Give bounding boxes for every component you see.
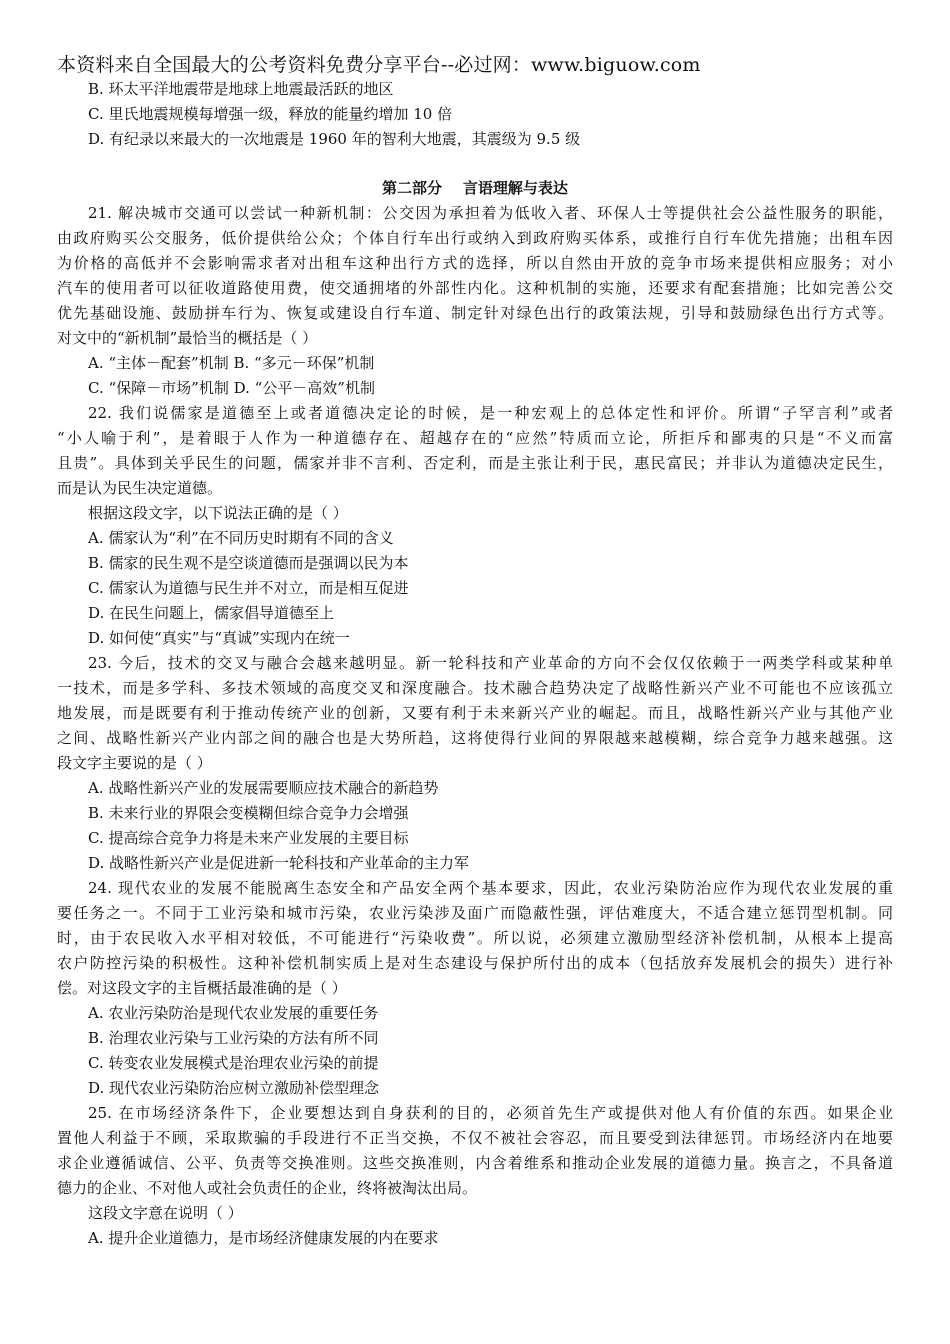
q24-line: 24. 现代农业的发展不能脱离生态安全和产品安全两个基本要求，因此，农业污染防治应作为现代农业发展的重 [88,879,893,897]
q24-question: 偿。对这段文字的主旨概括最准确的是（ ） [57,979,347,997]
q21-line: 汽车的使用者可以征收道路使用费，使交通拥堵的外部性内化。这种机制的实施，还要求有配套措施；比如完善公交 [57,279,893,297]
q21-line: 由政府购买公交服务，低价提供给公众；个体自行车出行或纳入到政府购买体系，或推行自行车优先措施；出租车因 [57,229,893,247]
q23-option-c: C. 提高综合竞争力将是未来产业发展的主要目标 [88,829,409,847]
q21-line: 21. 解决城市交通可以尝试一种新机制：公交因为承担着为低收入者、环保人士等提供社会公益性服务的职能， [88,204,893,222]
q25-question: 这段文字意在说明（ ） [88,1204,243,1222]
q23-line: 一技术，而是多学科、多技术领域的高度交叉和深度融合。技术融合趋势决定了战略性新兴产业不可能也不应该孤立 [57,679,893,697]
q22-option-b: B. 儒家的民生观不是空谈道德而是强调以民为本 [88,554,409,572]
q24-option-d: D. 现代农业污染防治应树立激励补偿型理念 [88,1079,380,1097]
section-title: 第二部分 言语理解与表达 [382,179,568,197]
q23-option-d: D. 战略性新兴产业是促进新一轮科技和产业革命的主力军 [88,854,470,872]
q24-option-a: A. 农业污染防治是现代农业发展的重要任务 [88,1004,379,1022]
q23-option-b: B. 未来行业的界限会变模糊但综合竞争力会增强 [88,804,409,822]
q22-option-a: A. 儒家认为“利”在不同历史时期有不同的含义 [88,529,394,547]
q24-line: 农户防控污染的积极性。这种补偿机制实质上是对生态建设与保护所付出的成本（包括放弃发展机会的损失）进行补 [57,954,893,972]
q21-question: 对文中的“新机制”最恰当的概括是（ ） [57,329,318,347]
prev-option-b: B. 环太平洋地震带是地球上地震最活跃的地区 [88,80,394,98]
q22-option-c: C. 儒家认为道德与民生并不对立，而是相互促进 [88,579,409,597]
q22-line: 22. 我们说儒家是道德至上或者道德决定论的时候，是一种宏观上的总体定性和评价。所谓“子罕言利”或者 [88,404,893,422]
q21-options-ab: A. “主体－配套”机制 B. “多元－环保”机制 [88,354,375,372]
q22-line: 且贵”。具体到关乎民生的问题，儒家并非不言利、否定利，而是主张让利于民，惠民富民；并非认为道德决定民生， [57,454,893,472]
source-header: 本资料来自全国最大的公考资料免费分享平台--必过网：www.biguow.com [57,54,701,76]
q21-line: 优先基础设施、鼓励拼车行为、恢复或建设自行车道、制定针对绿色出行的政策法规，引导和鼓励绿色出行方式等。 [57,304,893,322]
q24-line: 要任务之一。不同于工业污染和城市污染，农业污染涉及面广而隐蔽性强，评估难度大，不适合建立惩罚型机制。同 [57,904,893,922]
q22-question: 根据这段文字，以下说法正确的是（ ） [88,504,348,522]
q23-line: 23. 今后，技术的交叉与融合会越来越明显。新一轮科技和产业革命的方向不会仅仅依赖于一两类学科或某种单 [88,654,893,672]
q25-line: 25. 在市场经济条件下，企业要想达到自身获利的目的，必须首先生产或提供对他人有价值的东西。如果企业 [88,1104,893,1122]
q23-line: 之间、战略性新兴产业内部之间的融合也是大势所趋，这将使得行业间的界限越来越模糊，综合竞争力越来越强。这 [57,729,893,747]
q24-option-b: B. 治理农业污染与工业污染的方法有所不同 [88,1029,379,1047]
q21-line: 为价格的高低并不会影响需求者对出租车这种出行方式的选择，所以自然由开放的竞争市场来提供相应服务；对小 [57,254,893,272]
q21-options-cd: C. “保障－市场”机制 D. “公平－高效”机制 [88,379,375,397]
q23-option-a: A. 战略性新兴产业的发展需要顺应技术融合的新趋势 [88,779,439,797]
prev-option-c: C. 里氏地震规模每增强一级，释放的能量约增加 10 倍 [88,105,453,123]
q23-line: 地发展，而是既要有利于推动传统产业的创新，又要有利于未来新兴产业的崛起。而且，战略性新兴产业与其他产业 [57,704,893,722]
q25-line: 置他人利益于不顾，采取欺骗的手段进行不正当交换，不仅不被社会容忍，而且要受到法律惩罚。市场经济内在地要 [57,1129,893,1147]
q22-option-d2: D. 如何使“真实”与“真诚”实现内在统一 [88,629,350,647]
prev-option-d: D. 有纪录以来最大的一次地震是 1960 年的智利大地震，其震级为 9.5 级 [88,130,581,148]
q25-option-a: A. 提升企业道德力，是市场经济健康发展的内在要求 [88,1229,439,1247]
q24-line: 时，由于农民收入水平相对较低，不可能进行“污染收费”。所以说，必须建立激励型经济补偿机制，从根本上提高 [57,929,893,947]
q24-option-c: C. 转变农业发展模式是治理农业污染的前提 [88,1054,379,1072]
q22-line: 而是认为民生决定道德。 [57,479,223,497]
q25-line: 求企业遵循诚信、公平、负责等交换准则。这些交换准则，内含着维系和推动企业发展的道德力量。换言之，不具备道 [57,1154,893,1172]
q23-question: 段文字主要说的是（ ） [57,754,212,772]
q22-option-d: D. 在民生问题上，儒家倡导道德至上 [88,604,335,622]
q25-line: 德力的企业、不对他人或社会负责任的企业，终将被淘汰出局。 [57,1179,478,1197]
q22-line: “小人喻于利”，是着眼于人作为一种道德存在、超越存在的“应然”特质而立论，所拒斥和鄙夷的只是“不义而富 [57,429,893,447]
